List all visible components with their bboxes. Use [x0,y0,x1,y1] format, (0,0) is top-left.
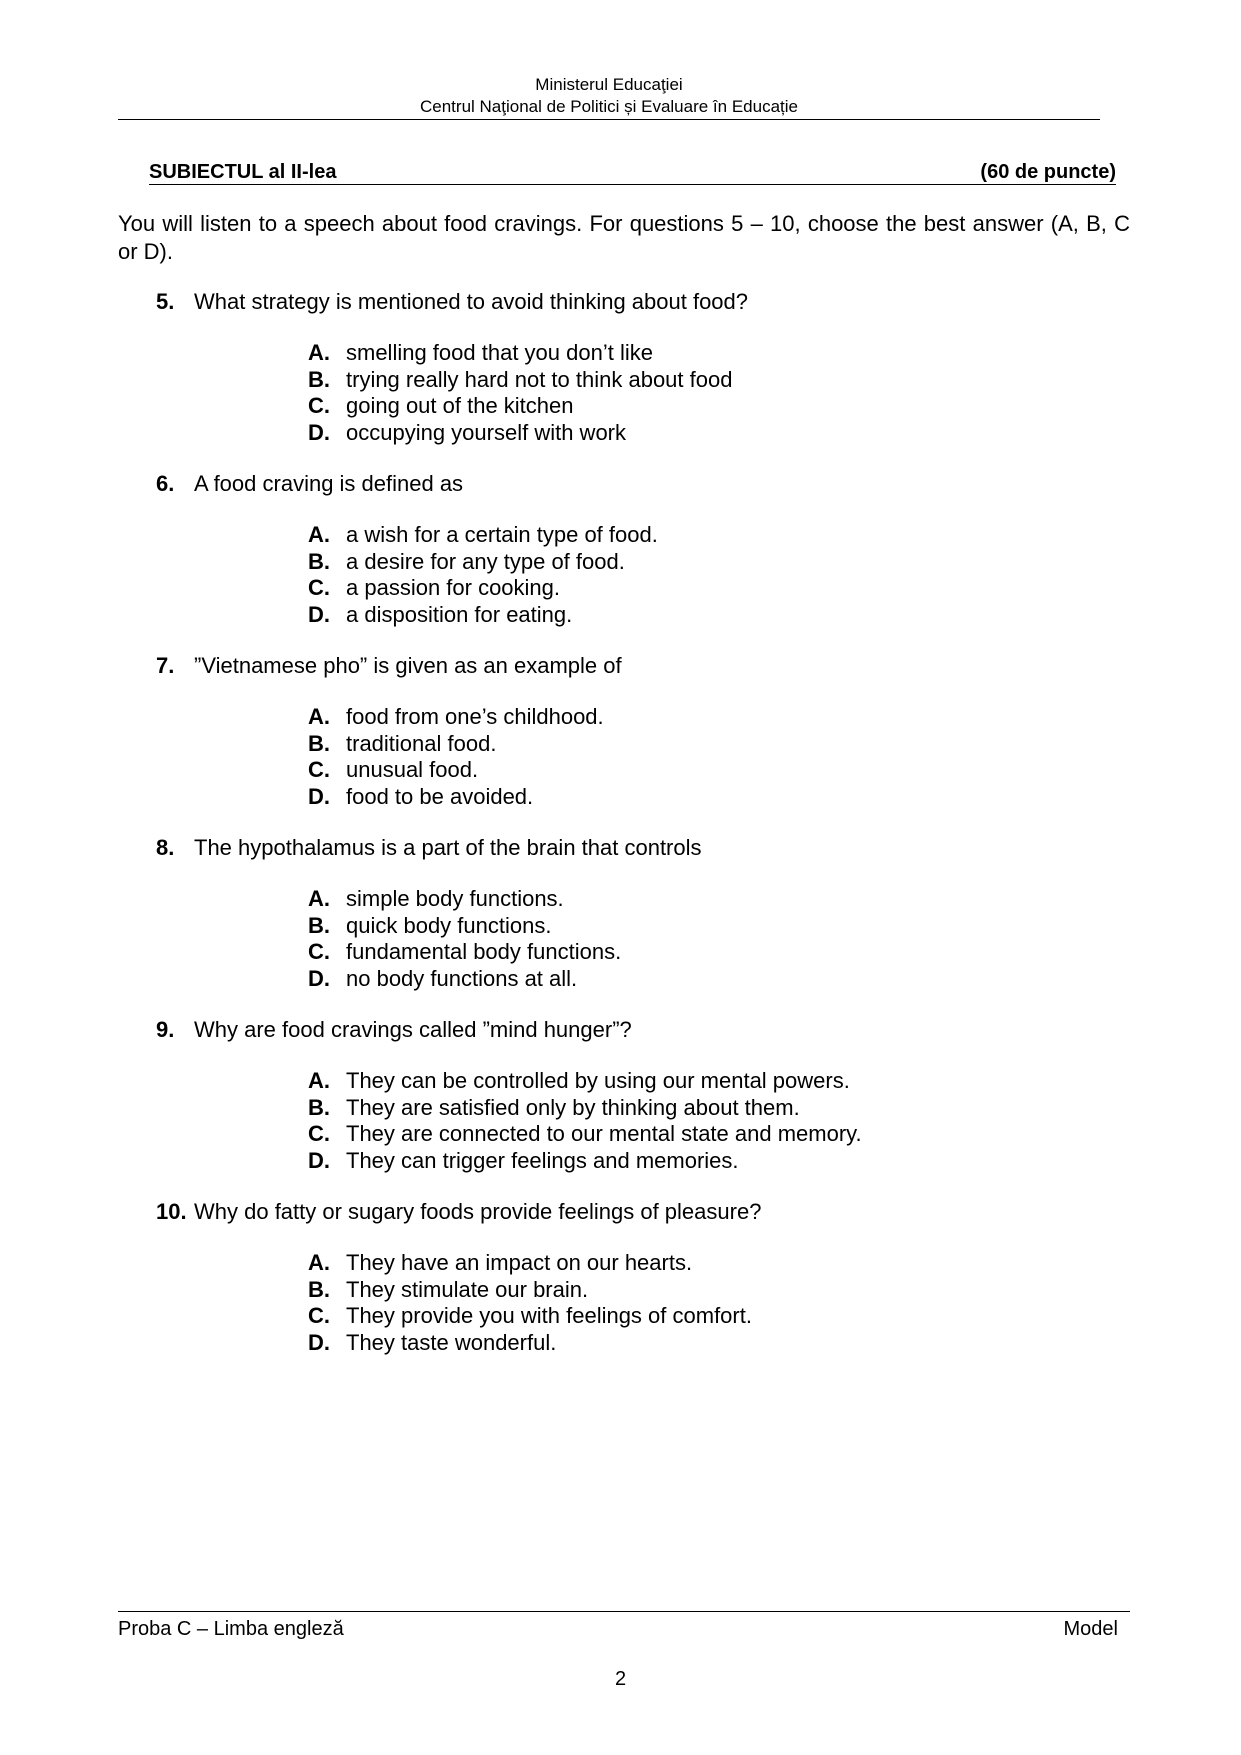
answer-option [308,784,1118,811]
option-letter: B. [308,1276,330,1302]
footer-exam-name: Proba C – Limba engleză [118,1618,344,1640]
option-text: They provide you with feelings of comfort. [346,1303,752,1328]
option-text: They are satisfied only by thinking about them. [346,1094,800,1120]
option-text: simple body functions. [346,886,564,911]
option-text: a disposition for eating. [346,601,573,627]
question-text: Why do fatty or sugary foods provide feelings of pleasure? [194,1199,762,1224]
option-letter: A. [308,886,330,911]
option-letter: A. [308,340,330,365]
option-text: fundamental body functions. [346,939,622,964]
option-letter: B. [308,912,330,938]
answer-option [308,420,1118,447]
question-number: 7. [156,653,175,678]
answer-option [308,340,1118,367]
option-letter: C. [308,757,330,782]
option-letter: A. [308,1068,330,1093]
answer-option [308,939,1118,966]
document-footer [118,1617,1118,1641]
question-stem [118,1198,1118,1226]
option-letter: D. [308,1147,330,1173]
answer-options [118,1250,1118,1356]
answer-options [118,886,1118,992]
option-letter: A. [308,1250,330,1275]
question-stem [118,834,1118,862]
question [118,288,1118,446]
answer-option [308,886,1118,913]
option-letter: B. [308,548,330,574]
option-letter: C. [308,575,330,600]
question-stem [118,288,1118,316]
answer-options [118,704,1118,810]
answer-options [118,1068,1118,1174]
question [118,1016,1118,1174]
header-center: Centrul Naţional de Politici și Evaluare în Educație [420,97,798,116]
answer-options [118,340,1118,446]
option-text: a desire for any type of food. [346,548,625,574]
answer-option [308,522,1118,549]
question-text: The hypothalamus is a part of the brain that controls [194,835,702,860]
option-letter: C. [308,1121,330,1146]
page-number: 2 [614,1668,627,1690]
answer-option [308,1277,1118,1304]
answer-option [308,966,1118,993]
document-header [118,74,1100,118]
question [118,834,1118,992]
option-text: They taste wonderful. [346,1329,557,1355]
option-text: food to be avoided. [346,783,534,809]
question [118,1198,1118,1356]
answer-option [308,1148,1118,1175]
answer-option [308,757,1118,784]
section-points: (60 de puncte) [980,161,1116,183]
option-letter: D. [308,965,330,991]
answer-option [308,1303,1118,1330]
answer-options [118,522,1118,628]
instructions: You will listen to a speech about food cravings. For questions 5 – 10, choose the best answer (A, B, C or D). [118,211,1130,264]
option-text: They are connected to our mental state and memory. [346,1121,862,1146]
question-number: 6. [156,471,175,496]
section-title: SUBIECTUL al II-lea [149,161,337,183]
answer-option [308,1121,1118,1148]
option-text: unusual food. [346,757,479,782]
question [118,470,1118,628]
option-text: traditional food. [346,730,497,756]
question-stem [118,470,1118,498]
section-heading [149,160,1116,185]
answer-option [308,575,1118,602]
option-text: no body functions at all. [346,965,578,991]
option-text: They can trigger feelings and memories. [346,1147,739,1173]
footer-model: Model [1063,1618,1118,1640]
option-text: quick body functions. [346,912,552,938]
question-number: 8. [156,835,175,860]
option-text: a passion for cooking. [346,575,561,600]
option-letter: A. [308,704,330,729]
answer-option [308,704,1118,731]
answer-option [308,913,1118,940]
answer-option [308,731,1118,758]
option-letter: B. [308,366,330,392]
option-text: They stimulate our brain. [346,1276,589,1302]
header-divider [118,119,1100,120]
option-text: They have an impact on our hearts. [346,1250,693,1275]
answer-option [308,367,1118,394]
option-text: food from one’s childhood. [346,704,604,729]
header-ministry: Ministerul Educaţiei [535,75,683,94]
answer-option [308,1068,1118,1095]
footer-divider [118,1611,1130,1612]
answer-option [308,1330,1118,1357]
option-letter: A. [308,522,330,547]
option-letter: C. [308,393,330,418]
question-text: What strategy is mentioned to avoid thinking about food? [194,289,749,314]
option-letter: D. [308,419,330,445]
option-letter: C. [308,1303,330,1328]
option-letter: C. [308,939,330,964]
option-text: going out of the kitchen [346,393,574,418]
question-number: 5. [156,289,175,314]
option-letter: D. [308,601,330,627]
question-number: 9. [156,1017,175,1042]
answer-option [308,1250,1118,1277]
question-stem [118,1016,1118,1044]
question-text: Why are food cravings called ”mind hunger”? [194,1017,632,1042]
option-text: a wish for a certain type of food. [346,522,658,547]
question-text: A food craving is defined as [194,471,464,496]
answer-option [308,1095,1118,1122]
question-list [118,288,1118,1380]
option-text: smelling food that you don’t like [346,340,653,365]
option-text: occupying yourself with work [346,419,627,445]
option-letter: B. [308,730,330,756]
option-text: They can be controlled by using our mental powers. [346,1068,850,1093]
answer-option [308,393,1118,420]
question-number: 10. [156,1199,187,1224]
question-text: ”Vietnamese pho” is given as an example of [194,653,622,678]
answer-option [308,549,1118,576]
option-letter: D. [308,1329,330,1355]
answer-option [308,602,1118,629]
question-stem [118,652,1118,680]
option-letter: B. [308,1094,330,1120]
option-text: trying really hard not to think about food [346,366,733,392]
option-letter: D. [308,783,330,809]
question [118,652,1118,810]
